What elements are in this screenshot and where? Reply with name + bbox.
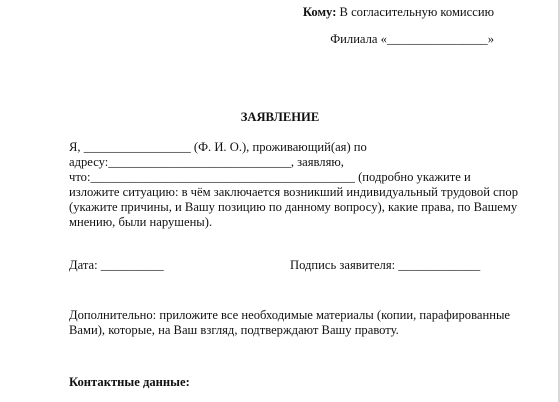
statement-line: Я, _________________ (Ф. И. О.), проживающий(ая) по — [69, 140, 367, 154]
statement-line: изложите ситуацию: в чём заключается возникший индивидуальный трудовой спор — [69, 185, 519, 199]
statement-line: мнению, были нарушены). — [69, 215, 213, 229]
signature-field: Подпись заявителя: _____________ — [290, 258, 481, 272]
addressee-label: Кому: — [302, 5, 337, 19]
contacts-heading: Контактные данные: — [69, 375, 190, 389]
date-field: Дата: __________ — [69, 258, 164, 272]
statement-line: (укажите причины, и Вашу позицию по данному вопросу), какие права, по Вашему — [69, 200, 518, 214]
addressee-value: В согласительную комиссию — [336, 5, 494, 19]
additional-note-line: Дополнительно: приложите все необходимые материалы (копии, парафированные — [69, 308, 510, 322]
branch-line: Филиала «________________» — [330, 32, 494, 46]
addressee-line — [303, 5, 494, 20]
statement-line: адресу:_____________________________, заявляю, — [69, 155, 344, 169]
additional-note-line: Вами), которые, на Ваш взгляд, подтверждают Вашу правоту. — [69, 323, 399, 337]
document-title: ЗАЯВЛЕНИЕ — [240, 110, 320, 124]
statement-line: что:__________________________________________ (подробно укажите и — [69, 170, 471, 184]
